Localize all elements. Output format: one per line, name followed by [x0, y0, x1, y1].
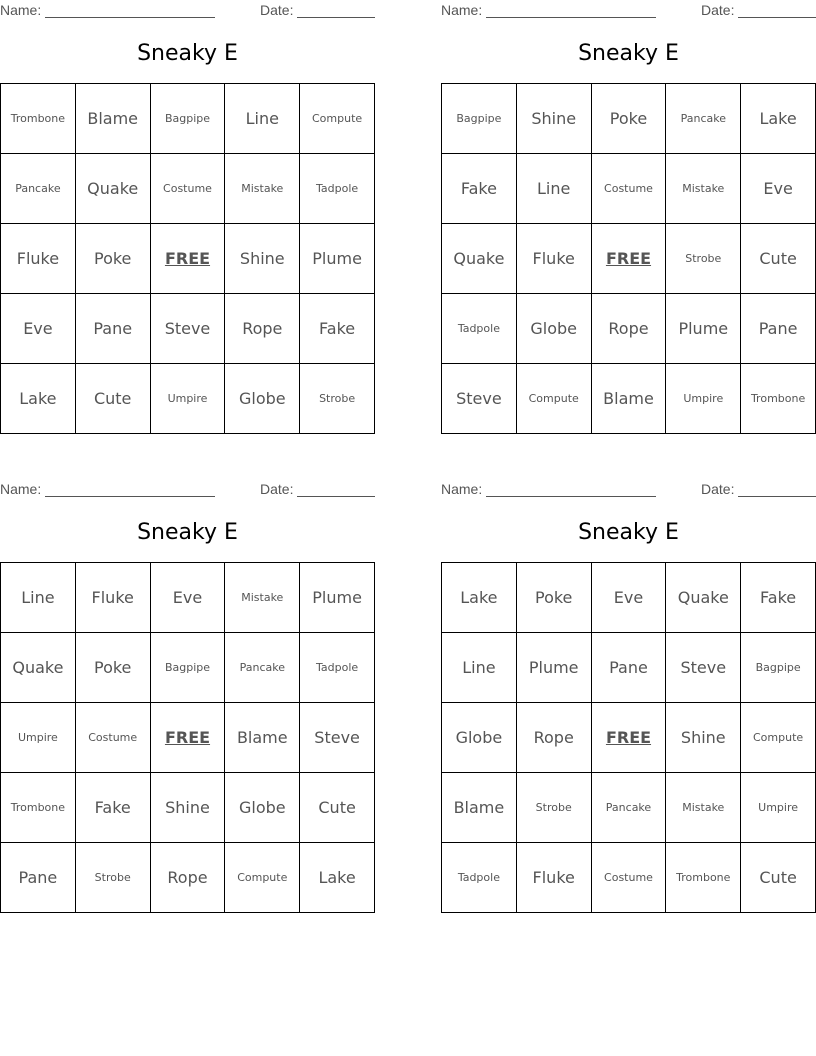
bingo-cell: Strobe — [300, 364, 375, 434]
bingo-cell: Trombone — [1, 773, 76, 843]
name-label: Name: — [441, 481, 483, 497]
bingo-cell: Eve — [591, 563, 666, 633]
free-space-cell: FREE — [591, 224, 666, 294]
bingo-cell: Poke — [591, 84, 666, 154]
bingo-cell: Steve — [150, 294, 225, 364]
bingo-cell: Rope — [591, 294, 666, 364]
name-label: Name: — [0, 2, 42, 18]
bingo-cell: Bagpipe — [442, 84, 517, 154]
bingo-cell: Shine — [225, 224, 300, 294]
bingo-row — [1, 364, 375, 434]
bingo-row — [442, 224, 816, 294]
bingo-cell: Rope — [225, 294, 300, 364]
bingo-grid — [0, 562, 375, 913]
bingo-cell: Globe — [225, 364, 300, 434]
bingo-cell: Lake — [442, 563, 517, 633]
bingo-grid — [441, 83, 816, 434]
name-label: Name: — [0, 481, 42, 497]
bingo-row — [1, 294, 375, 364]
bingo-cell: Fake — [75, 773, 150, 843]
date-field-line[interactable] — [297, 5, 375, 18]
bingo-cell: Bagpipe — [741, 633, 816, 703]
bingo-cell: Compute — [741, 703, 816, 773]
bingo-cell: Compute — [225, 843, 300, 913]
bingo-row — [1, 633, 375, 703]
name-date-row — [0, 2, 375, 20]
bingo-cell: Cute — [741, 843, 816, 913]
bingo-row — [1, 154, 375, 224]
bingo-cell: Quake — [75, 154, 150, 224]
bingo-cell: Steve — [442, 364, 517, 434]
card-title: Sneaky E — [578, 41, 679, 66]
bingo-cell: Quake — [442, 224, 517, 294]
bingo-cell: Eve — [741, 154, 816, 224]
bingo-cell: Quake — [1, 633, 76, 703]
bingo-cell: Line — [442, 633, 517, 703]
bingo-cell: Poke — [75, 633, 150, 703]
bingo-row — [442, 843, 816, 913]
card-title: Sneaky E — [578, 520, 679, 545]
bingo-cell: Strobe — [75, 843, 150, 913]
bingo-cell: Lake — [300, 843, 375, 913]
date-label: Date: — [260, 481, 294, 497]
bingo-cell: Trombone — [741, 364, 816, 434]
bingo-cell: Tadpole — [442, 843, 517, 913]
bingo-cell: Poke — [75, 224, 150, 294]
bingo-cell: Blame — [591, 364, 666, 434]
bingo-cell: Mistake — [225, 154, 300, 224]
bingo-cell: Eve — [150, 563, 225, 633]
bingo-row — [442, 154, 816, 224]
bingo-grid — [0, 83, 375, 434]
bingo-cell: Mistake — [666, 154, 741, 224]
bingo-cell: Lake — [741, 84, 816, 154]
bingo-cell: Lake — [1, 364, 76, 434]
bingo-cell: Fake — [442, 154, 517, 224]
bingo-cell: Costume — [591, 154, 666, 224]
bingo-cell: Plume — [666, 294, 741, 364]
bingo-card — [441, 479, 816, 914]
date-label: Date: — [701, 481, 735, 497]
free-space-cell: FREE — [150, 224, 225, 294]
bingo-cell: Pane — [591, 633, 666, 703]
date-field-line[interactable] — [297, 484, 375, 497]
bingo-cell: Globe — [225, 773, 300, 843]
bingo-cell: Steve — [300, 703, 375, 773]
bingo-cell: Blame — [225, 703, 300, 773]
bingo-cell: Umpire — [1, 703, 76, 773]
bingo-cell: Pancake — [591, 773, 666, 843]
bingo-cell: Bagpipe — [150, 84, 225, 154]
name-date-row — [0, 481, 375, 499]
bingo-cell: Trombone — [666, 843, 741, 913]
bingo-cell: Blame — [75, 84, 150, 154]
free-space-cell: FREE — [150, 703, 225, 773]
name-date-row — [441, 481, 816, 499]
bingo-row — [442, 294, 816, 364]
free-space-cell: FREE — [591, 703, 666, 773]
bingo-cell: Globe — [442, 703, 517, 773]
bingo-row — [442, 703, 816, 773]
name-field-line[interactable] — [45, 484, 215, 497]
bingo-cell: Plume — [516, 633, 591, 703]
bingo-cell: Plume — [300, 563, 375, 633]
bingo-cell: Globe — [516, 294, 591, 364]
date-label: Date: — [260, 2, 294, 18]
bingo-cell: Line — [516, 154, 591, 224]
bingo-row — [442, 364, 816, 434]
bingo-row — [442, 84, 816, 154]
bingo-cell: Quake — [666, 563, 741, 633]
name-date-row — [441, 2, 816, 20]
bingo-cell: Line — [1, 563, 76, 633]
bingo-card — [0, 479, 375, 914]
bingo-cell: Fake — [300, 294, 375, 364]
date-field-line[interactable] — [738, 484, 816, 497]
bingo-card — [0, 0, 375, 435]
bingo-cell: Eve — [1, 294, 76, 364]
bingo-cell: Fluke — [516, 224, 591, 294]
bingo-cell: Rope — [516, 703, 591, 773]
bingo-cell: Umpire — [150, 364, 225, 434]
bingo-cell: Pane — [1, 843, 76, 913]
bingo-row — [1, 843, 375, 913]
bingo-cell: Fluke — [75, 563, 150, 633]
bingo-cell: Trombone — [1, 84, 76, 154]
bingo-cell: Costume — [150, 154, 225, 224]
bingo-cell: Compute — [300, 84, 375, 154]
bingo-cell: Umpire — [666, 364, 741, 434]
bingo-row — [1, 84, 375, 154]
bingo-cell: Mistake — [666, 773, 741, 843]
bingo-cell: Tadpole — [442, 294, 517, 364]
bingo-cell: Costume — [75, 703, 150, 773]
bingo-cell: Tadpole — [300, 633, 375, 703]
bingo-cell: Pancake — [666, 84, 741, 154]
bingo-cell: Line — [225, 84, 300, 154]
bingo-row — [442, 563, 816, 633]
name-field-line[interactable] — [45, 5, 215, 18]
bingo-cell: Mistake — [225, 563, 300, 633]
bingo-cell: Compute — [516, 364, 591, 434]
bingo-cell: Steve — [666, 633, 741, 703]
date-field-line[interactable] — [738, 5, 816, 18]
date-label: Date: — [701, 2, 735, 18]
bingo-cell: Cute — [741, 224, 816, 294]
bingo-cell: Pane — [741, 294, 816, 364]
bingo-row — [442, 633, 816, 703]
bingo-cell: Cute — [300, 773, 375, 843]
bingo-cell: Shine — [150, 773, 225, 843]
bingo-cell: Rope — [150, 843, 225, 913]
bingo-cell: Shine — [666, 703, 741, 773]
bingo-row — [442, 773, 816, 843]
name-field-line[interactable] — [486, 484, 656, 497]
bingo-row — [1, 224, 375, 294]
bingo-cell: Tadpole — [300, 154, 375, 224]
bingo-cell: Fluke — [1, 224, 76, 294]
bingo-cell: Fluke — [516, 843, 591, 913]
bingo-grid — [441, 562, 816, 913]
bingo-cell: Cute — [75, 364, 150, 434]
bingo-cell: Blame — [442, 773, 517, 843]
bingo-cell: Strobe — [666, 224, 741, 294]
bingo-cell: Poke — [516, 563, 591, 633]
bingo-cell: Plume — [300, 224, 375, 294]
card-title: Sneaky E — [137, 520, 238, 545]
bingo-cell: Pane — [75, 294, 150, 364]
bingo-row — [1, 703, 375, 773]
bingo-cell: Pancake — [225, 633, 300, 703]
name-field-line[interactable] — [486, 5, 656, 18]
bingo-cell: Costume — [591, 843, 666, 913]
bingo-cell: Strobe — [516, 773, 591, 843]
bingo-card — [441, 0, 816, 435]
bingo-cell: Shine — [516, 84, 591, 154]
bingo-row — [1, 773, 375, 843]
card-title: Sneaky E — [137, 41, 238, 66]
bingo-cell: Bagpipe — [150, 633, 225, 703]
bingo-cell: Pancake — [1, 154, 76, 224]
bingo-cell: Fake — [741, 563, 816, 633]
bingo-cell: Umpire — [741, 773, 816, 843]
bingo-row — [1, 563, 375, 633]
name-label: Name: — [441, 2, 483, 18]
